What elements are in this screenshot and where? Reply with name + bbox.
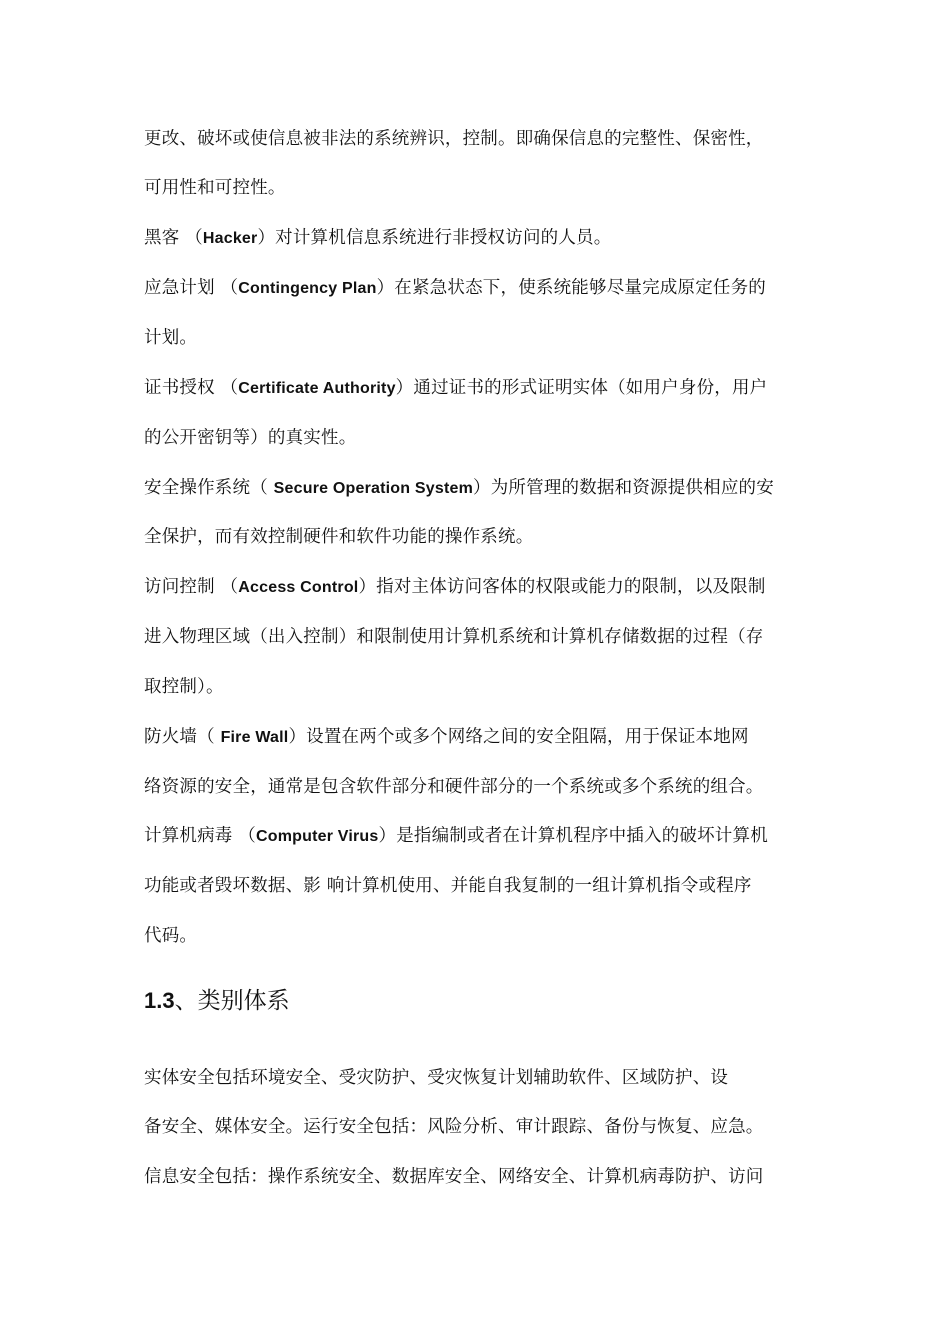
definition-text: ）对计算机信息系统进行非授权访问的人员。	[257, 228, 612, 248]
definition-term: Secure Operation System	[273, 480, 474, 497]
section-heading	[144, 984, 290, 1018]
definition-prefix: 黑客 （	[144, 228, 203, 248]
definition-text: ）指对主体访问客体的权限或能力的限制，以及限制	[358, 577, 766, 597]
paragraph-line: 备安全、媒体安全。运行安全包括：风险分析、审计跟踪、备份与恢复、应急。	[144, 1117, 764, 1137]
text-line: 络资源的安全，通常是包含软件部分和硬件部分的一个系统或多个系统的组合。	[144, 777, 764, 797]
text-line: 取控制）。	[144, 677, 224, 697]
section-title: 、类别体系	[174, 988, 290, 1014]
definition-prefix: 应急计划 （	[144, 278, 239, 298]
definition-term: Contingency Plan	[238, 280, 377, 297]
definition-computer-virus	[144, 823, 814, 850]
definition-prefix: 访问控制 （	[144, 577, 239, 597]
definition-term: Fire Wall	[220, 729, 289, 746]
definition-secure-os	[144, 475, 814, 502]
text-line: 功能或者毁坏数据、影 响计算机使用、并能自我复制的一组计算机指令或程序	[144, 876, 752, 896]
text-line: 计划。	[144, 328, 198, 348]
definition-text: ）在紧急状态下，使系统能够尽量完成原定任务的	[376, 278, 766, 298]
definition-text: ）通过证书的形式证明实体（如用户身份，用户	[395, 378, 768, 398]
definition-firewall	[144, 724, 814, 751]
text-line: 更改、破坏或使信息被非法的系统辨识，控制。即确保信息的完整性、保密性，	[144, 129, 764, 149]
definition-prefix: 防火墙（	[144, 727, 221, 747]
definition-prefix: 计算机病毒 （	[144, 826, 256, 846]
section-number: 1.3	[144, 988, 175, 1013]
definition-term: Hacker	[202, 230, 258, 247]
definition-term: Computer Virus	[255, 828, 379, 845]
definition-text: ）设置在两个或多个网络之间的安全阻隔，用于保证本地网	[288, 727, 749, 747]
definition-access-control	[144, 574, 814, 601]
text-line: 进入物理区域（出入控制）和限制使用计算机系统和计算机存储数据的过程（存	[144, 627, 764, 647]
definition-prefix: 安全操作系统（	[144, 478, 274, 498]
text-line: 代码。	[144, 926, 198, 946]
definition-term: Certificate Authority	[238, 380, 396, 397]
text-line: 全保护，而有效控制硬件和软件功能的操作系统。	[144, 527, 534, 547]
definition-text: ）为所管理的数据和资源提供相应的安	[473, 478, 774, 498]
definition-certificate-authority	[144, 375, 814, 402]
definition-term: Access Control	[238, 579, 359, 596]
paragraph-line: 实体安全包括环境安全、受灾防护、受灾恢复计划辅助软件、区域防护、设	[144, 1068, 729, 1088]
definition-hacker	[144, 225, 814, 252]
definition-contingency-plan	[144, 275, 814, 302]
definition-text: ）是指编制或者在计算机程序中插入的破坏计算机	[378, 826, 768, 846]
text-line: 可用性和可控性。	[144, 178, 286, 198]
definition-prefix: 证书授权 （	[144, 378, 239, 398]
text-line: 的公开密钥等）的真实性。	[144, 428, 357, 448]
paragraph-line: 信息安全包括：操作系统安全、数据库安全、网络安全、计算机病毒防护、访问	[144, 1167, 764, 1187]
